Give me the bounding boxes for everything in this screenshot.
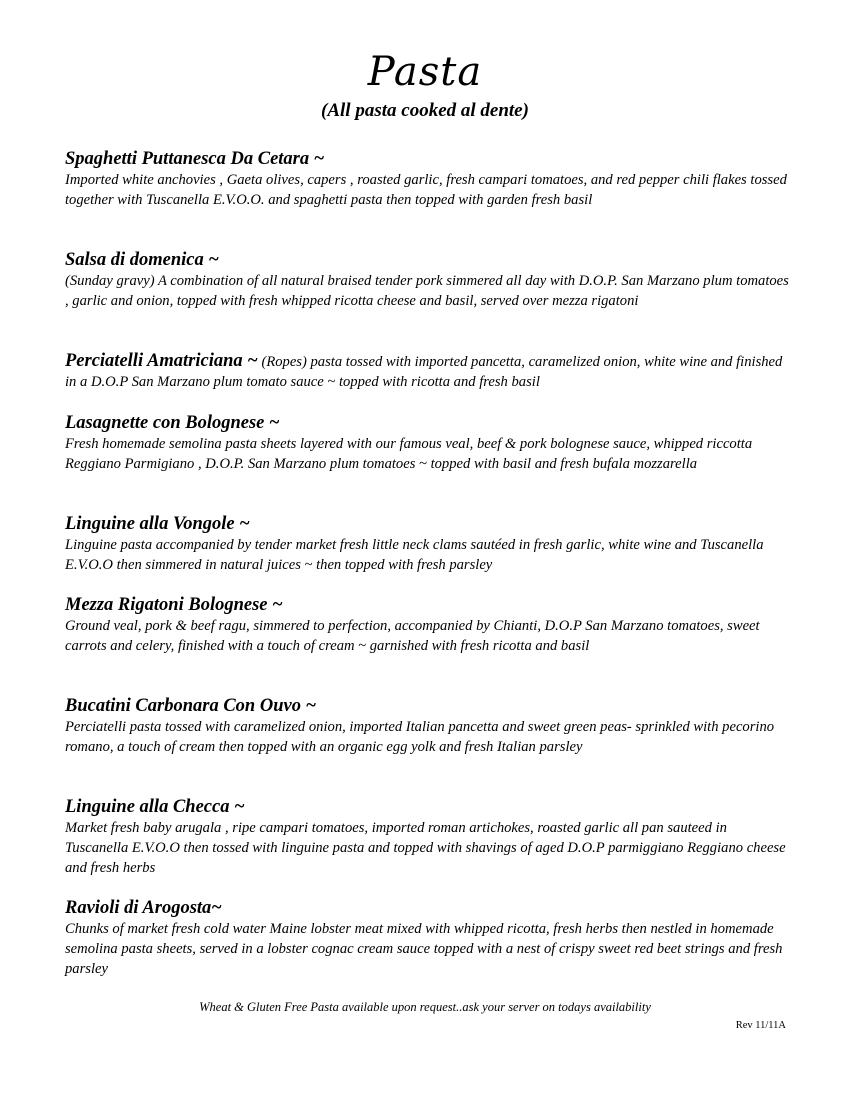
- menu-item: [65, 412, 790, 474]
- menu-item-name: Spaghetti Puttanesca Da Cetara ~: [65, 149, 325, 169]
- menu-item-name: Salsa di domenica ~: [65, 250, 219, 270]
- menu-item-name: Mezza Rigatoni Bolognese ~: [65, 595, 283, 615]
- menu-item: [65, 350, 790, 392]
- menu-item: [65, 594, 790, 656]
- menu-item-description: Chunks of market fresh cold water Maine lobster meat mixed with whipped ricotta, fresh herbs then nestled in homemade semolina pasta sheets, served in a lobster cognac cream sauce topped with a nest of crispy sweet red beet strings and fresh parsley: [65, 921, 783, 977]
- menu-item-description: Fresh homemade semolina pasta sheets layered with our famous veal, beef & pork bolognese sauce, whipped riccotta Reggiano Parmigiano , D.O.P. San Marzano plum tomatoes ~ topped with basil and fresh bufala mozzarella: [65, 436, 753, 472]
- menu-item-name: Linguine alla Checca ~: [65, 797, 245, 817]
- menu-item-description: (Ropes) pasta tossed with imported pancetta, caramelized onion, white wine and finished in a D.O.P San Marzano plum tomato sauce ~ topped with ricotta and fresh basil: [65, 354, 783, 390]
- menu-item: [65, 897, 790, 979]
- menu-item: [65, 513, 790, 575]
- menu-item: [65, 249, 790, 311]
- menu-item-description: Imported white anchovies , Gaeta olives, capers , roasted garlic, fresh campari tomatoes, and red pepper chili flakes tossed together with Tuscanella E.V.O.O. and spaghetti pasta then topped with garden fresh basil: [65, 172, 787, 208]
- menu-item-description: (Sunday gravy) A combination of all natural braised tender pork simmered all day with D.O.P. San Marzano plum tomatoes , garlic and onion, topped with fresh whipped ricotta cheese and basil, served over mezza rigatoni: [65, 273, 789, 309]
- menu-item: [65, 796, 790, 878]
- menu-item-description: Linguine pasta accompanied by tender market fresh little neck clams sautéed in fresh garlic, white wine and Tuscanella E.V.O.O then simmered in natural juices ~ then topped with fresh parsley: [65, 537, 764, 573]
- menu-item-name: Bucatini Carbonara Con Ouvo ~: [65, 696, 317, 716]
- gluten-free-note: Wheat & Gluten Free Pasta available upon request..ask your server on todays availability: [199, 1000, 651, 1014]
- menu-item-description: Ground veal, pork & beef ragu, simmered to perfection, accompanied by Chianti, D.O.P San Marzano tomatoes, sweet carrots and celery, finished with a touch of cream ~ garnished with fresh ricotta and basil: [65, 618, 760, 654]
- menu-item-name: Ravioli di Arogosta~: [65, 898, 222, 918]
- page-title: Pasta: [367, 49, 483, 95]
- menu-item: [65, 695, 790, 757]
- menu-item: [65, 148, 790, 210]
- page-subtitle: (All pasta cooked al dente): [321, 100, 529, 121]
- menu-item-description: Perciatelli pasta tossed with caramelized onion, imported Italian pancetta and sweet green peas- sprinkled with pecorino romano, a touch of cream then topped with an organic egg yolk and fresh Italian parsley: [65, 719, 775, 755]
- menu-item-name: Perciatelli Amatriciana ~: [65, 351, 258, 371]
- revision-label: Rev 11/11A: [735, 1020, 786, 1031]
- menu-item-name: Lasagnette con Bolognese ~: [65, 413, 280, 433]
- menu-item-description: Market fresh baby arugala , ripe campari tomatoes, imported roman artichokes, roasted garlic all pan sauteed in Tuscanella E.V.O.O then tossed with linguine pasta and topped with shavings of aged D.O.P parmiggiano Reggiano cheese and fresh herbs: [65, 820, 786, 876]
- menu-item-name: Linguine alla Vongole ~: [65, 514, 250, 534]
